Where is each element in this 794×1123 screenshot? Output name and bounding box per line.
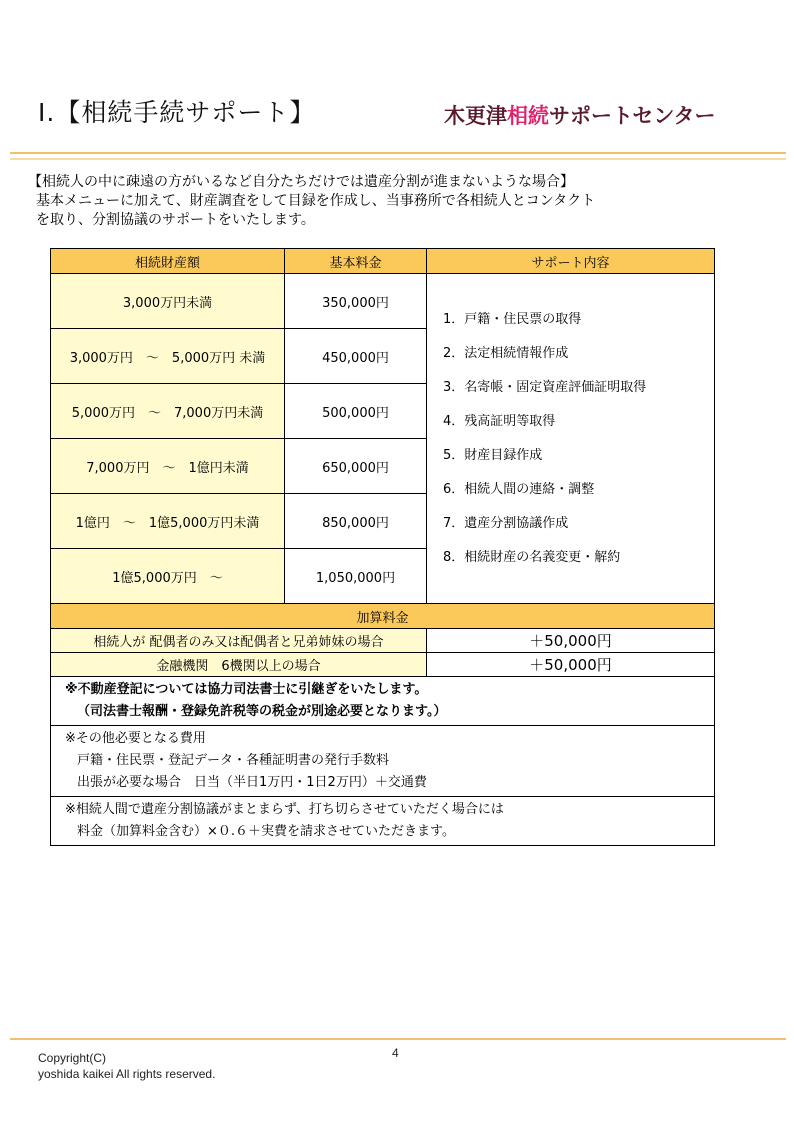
additional-row	[51, 653, 715, 677]
support-item: 1．戸籍・住民票の取得	[443, 311, 582, 327]
row-amount: 7,000万円 ～ 1億円未満	[51, 439, 285, 494]
support-item: 6．相続人間の連絡・調整	[443, 481, 595, 497]
header-support: サポート内容	[427, 249, 715, 274]
brand-logo	[444, 100, 716, 130]
header-divider	[10, 152, 786, 154]
additional-fee: ＋50,000円	[427, 629, 715, 653]
copyright-line-1: Copyright(C)	[38, 1051, 107, 1065]
footer-divider	[10, 1038, 786, 1040]
brand-part1: 木更津	[444, 104, 507, 128]
note-line: 戸籍・住民票・登記データ・各種証明書の発行手数料	[77, 753, 390, 768]
table-row	[51, 274, 715, 329]
support-item: 2．法定相続情報作成	[443, 345, 569, 361]
copyright	[38, 1050, 215, 1082]
additional-row	[51, 629, 715, 653]
additional-fee: ＋50,000円	[427, 653, 715, 677]
header-amount: 相続財産額	[51, 249, 285, 274]
intro-line-3: を取り、分割協議のサポートをいたします。	[36, 212, 315, 228]
intro-text	[28, 173, 595, 230]
support-item: 4．残高証明等取得	[443, 413, 556, 429]
support-list-cell	[427, 274, 715, 604]
row-amount: 1億円 ～ 1億5,000万円未満	[51, 494, 285, 549]
row-amount: 1億5,000万円 ～	[51, 549, 285, 604]
header-fee: 基本料金	[285, 249, 427, 274]
note-line: ※相続人間で遺産分割協議がまとまらず、打ち切らさせていただく場合には	[65, 802, 504, 817]
brand-highlight: 相続	[507, 104, 549, 128]
row-fee: 1,050,000円	[285, 549, 427, 604]
row-fee: 450,000円	[285, 329, 427, 384]
note-line: （司法書士報酬・登録免許税等の税金が別途必要となります。）	[77, 704, 447, 719]
row-fee: 500,000円	[285, 384, 427, 439]
support-item: 3．名寄帳・固定資産評価証明取得	[443, 379, 647, 395]
header-divider-secondary	[10, 158, 786, 160]
fee-table	[50, 248, 715, 846]
support-item: 7．遺産分割協議作成	[443, 515, 569, 531]
note-termination	[51, 797, 715, 846]
brand-part2: サポートセンター	[549, 104, 716, 128]
support-list	[443, 303, 714, 575]
additional-header: 加算料金	[51, 604, 715, 629]
page-title: Ⅰ.【相続手続サポート】	[38, 98, 316, 127]
intro-line-1: 【相続人の中に疎遠の方がいるなど自分たちだけでは遺産分割が進まないような場合】	[28, 174, 574, 190]
note-registration	[51, 677, 715, 726]
note-line: 料金（加算料金含む）×０.６＋実費を請求させていただきます。	[77, 824, 455, 839]
row-fee: 850,000円	[285, 494, 427, 549]
row-fee: 650,000円	[285, 439, 427, 494]
page-number: 4	[392, 1046, 399, 1060]
note-line: ※その他必要となる費用	[65, 731, 206, 746]
row-amount: 3,000万円 ～ 5,000万円 未満	[51, 329, 285, 384]
support-item: 5．財産目録作成	[443, 447, 543, 463]
note-other-costs	[51, 726, 715, 797]
note-line: ※不動産登記については協力司法書士に引継ぎをいたします。	[65, 682, 428, 697]
additional-label: 金融機関 6機関以上の場合	[51, 653, 427, 677]
intro-line-2: 基本メニューに加えて、財産調査をして目録を作成し、当事務所で各相続人とコンタクト	[36, 193, 596, 209]
copyright-line-2: yoshida kaikei All rights reserved.	[38, 1067, 216, 1081]
row-amount: 3,000万円未満	[51, 274, 285, 329]
row-amount: 5,000万円 ～ 7,000万円未満	[51, 384, 285, 439]
additional-label: 相続人が 配偶者のみ又は配偶者と兄弟姉妹の場合	[51, 629, 427, 653]
row-fee: 350,000円	[285, 274, 427, 329]
note-line: 出張が必要な場合 日当（半日1万円・1日2万円）＋交通費	[77, 775, 427, 790]
support-item: 8．相続財産の名義変更・解約	[443, 549, 621, 565]
